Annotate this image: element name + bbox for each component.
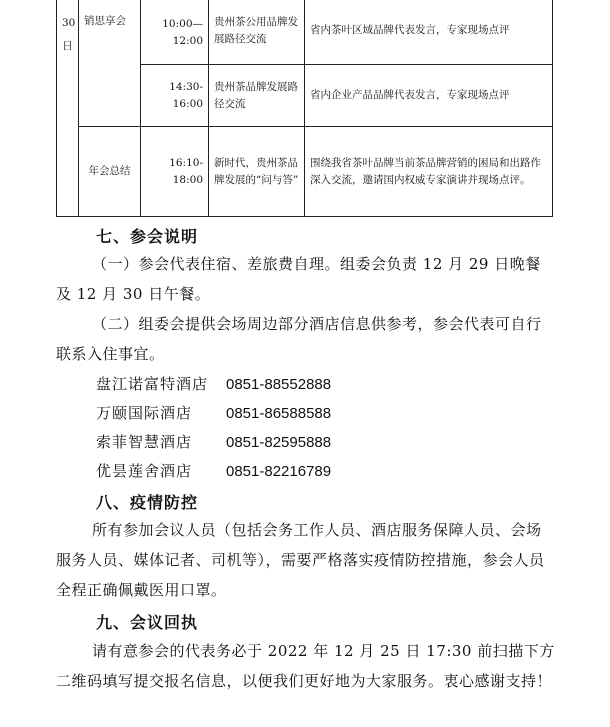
paragraph: 请有意参会的代表务必于 2022 年 12 月 25 日 17:30 前扫描下方二维码填写提交报名信息，以便我们更好地为大家服务。衷心感谢支持！: [56, 642, 555, 690]
hotel-name: 索菲智慧酒店: [96, 433, 193, 451]
desc-cell: 省内企业产品品牌代表发言，专家现场点评: [305, 65, 553, 127]
section-heading-8: 八、疫情防控: [96, 493, 199, 512]
schedule-table: [56, 0, 553, 217]
hotel-phone: 0851-82216789: [226, 463, 332, 480]
hotel-name: 万颐国际酒店: [96, 404, 193, 422]
topic-cell: 贵州茶品牌发展路径交流: [209, 65, 305, 127]
desc-cell: 省内茶叶区域品牌代表发言，专家现场点评: [305, 0, 553, 65]
session-cell: 销思享会: [79, 0, 141, 127]
date-line: 30: [62, 17, 76, 29]
topic-cell: 新时代，贵州茶品牌发展的“问与答”: [209, 127, 305, 217]
topic-cell: 贵州茶公用品牌发展路径交流: [209, 0, 305, 65]
date-cell: [57, 0, 79, 217]
time-cell: 16:10-18:00: [141, 127, 209, 217]
hotel-phone: 0851-82595888: [226, 434, 332, 451]
paragraph: （二）组委会提供会场周边部分酒店信息供参考，参会代表可自行联系入住事宜。: [56, 315, 542, 363]
section-heading-7: 七、参会说明: [96, 227, 199, 246]
hotel-entry: [96, 461, 331, 482]
section-heading-9: 九、会议回执: [96, 613, 199, 632]
paragraph: 所有参加会议人员（包括会务工作人员、酒店服务保障人员、会场服务人员、媒体记者、司机等），需要严格落实疫情防控措施，参会人员全程正确佩戴医用口罩。: [56, 521, 545, 599]
table-row: [57, 0, 553, 65]
table-row: [57, 127, 553, 217]
hotel-entry: [96, 432, 331, 453]
hotel-name: 优昙莲舍酒店: [96, 462, 193, 480]
time-cell: 14:30-16:00: [141, 65, 209, 127]
hotel-name: 盘江诺富特酒店: [96, 375, 209, 393]
session-cell: 年会总结: [79, 127, 141, 217]
hotel-entry: [96, 403, 331, 424]
hotel-phone: 0851-86588588: [226, 405, 332, 422]
paragraph: （一）参会代表住宿、差旅费自理。组委会负责 12 月 29 日晚餐及 12 月 30 日午餐。: [56, 255, 541, 303]
date-line: 日: [62, 40, 73, 52]
desc-cell: 围绕我省茶叶品牌当前茶品牌营销的困局和出路作深入交流，邀请国内权威专家演讲并现场点评。: [305, 127, 553, 217]
hotel-phone: 0851-88552888: [226, 376, 332, 393]
hotel-entry: [96, 374, 331, 395]
time-cell: 10:00—12:00: [141, 0, 209, 65]
